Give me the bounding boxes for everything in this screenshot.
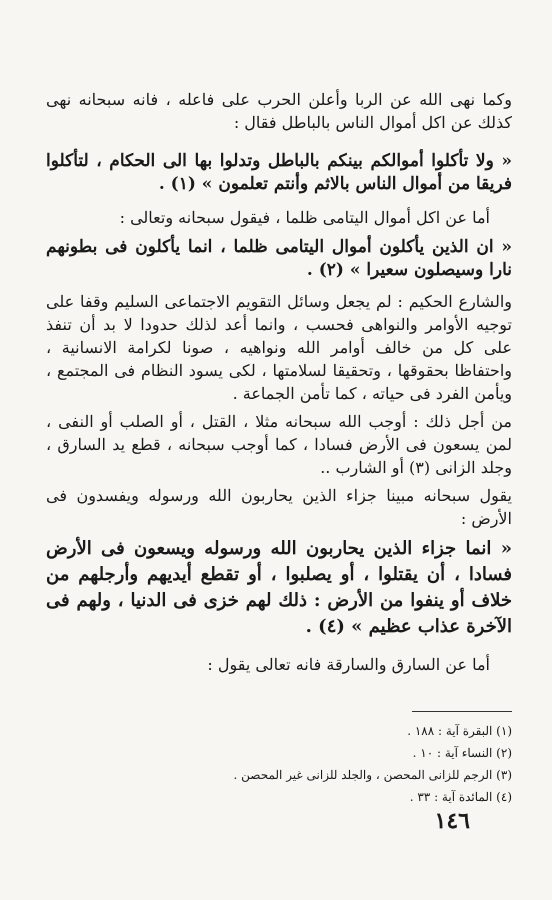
- footnote-1: (١) البقرة آية : ١٨٨ .: [407, 724, 512, 738]
- footnote-4: (٤) المائدة آية : ٣٣ .: [409, 790, 512, 804]
- footnote-3: (٣) الرجم للزانى المحصن ، والجلد للزانى غير المحصن .: [233, 768, 512, 782]
- footnote-separator: [412, 711, 512, 712]
- footnote-2: (٢) النساء آية : ١٠ .: [412, 746, 512, 760]
- paragraph-6: أما عن السارق والسارقة فانه تعالى يقول :: [207, 655, 490, 674]
- quran-verse-1: « ولا تأكلوا أموالكم بينكم بالباطل وتدلوا بها الى الحكام ، لتأكلوا فريقا من أموال الناس بالاثم وأنتم تعلمون » (١) .: [46, 151, 512, 194]
- paragraph-4: من أجل ذلك : أوجب الله سبحانه مثلا ، القتل ، أو الصلب أو النفى ، لمن يسعون فى الأرض فسادا ، كما أوجب سبحانه ، قطع يد السارق ، وجلد الزانى (٣) أو الشارب ..: [46, 412, 512, 477]
- paragraph-1: وكما نهى الله عن الربا وأعلن الحرب على فاعله ، فانه سبحانه نهى كذلك عن اكل أموال الناس بالباطل فقال :: [46, 90, 512, 132]
- footnotes: [92, 720, 512, 808]
- page-number: ١٤٦: [434, 808, 470, 834]
- quran-verse-2: « ان الذين يأكلون أموال اليتامى ظلما ، انما يأكلون فى بطونهم نارا وسيصلون سعيرا » (٢) .: [46, 237, 512, 280]
- quran-verse-3: « انما جزاء الذين يحاربون الله ورسوله ويسعون فى الأرض فسادا ، أن يقتلوا ، أو يصلبوا ، أو تقطع أيديهم وأرجلهم من خلاف أو ينفوا من الأرض : ذلك لهم خزى فى الدنيا ، ولهم فى الآخرة عذاب عظيم » (٤) .: [46, 538, 512, 637]
- paragraph-2: أما عن اكل أموال اليتامى ظلما ، فيقول سبحانه وتعالى :: [119, 208, 490, 227]
- paragraph-3: والشارع الحكيم : لم يجعل وسائل التقويم الاجتماعى السليم وقفا على توجيه الأوامر والنواهى فحسب ، وانما أعد لذلك حدودا لا بد أن تنفذ على كل من خالف أوامر الله ونواهيه ، صونا لكرامة الانسانية ، واحتفاظا بحقوقها ، وتحقيقا لسلامتها ، لكى يسود النظام فى المجتمع ، ويأمن الفرد فى حياته ، كما تأمن الجماعة .: [46, 292, 512, 403]
- paragraph-5: يقول سبحانه مبينا جزاء الذين يحاربون الله ورسوله ويفسدون فى الأرض :: [46, 486, 512, 528]
